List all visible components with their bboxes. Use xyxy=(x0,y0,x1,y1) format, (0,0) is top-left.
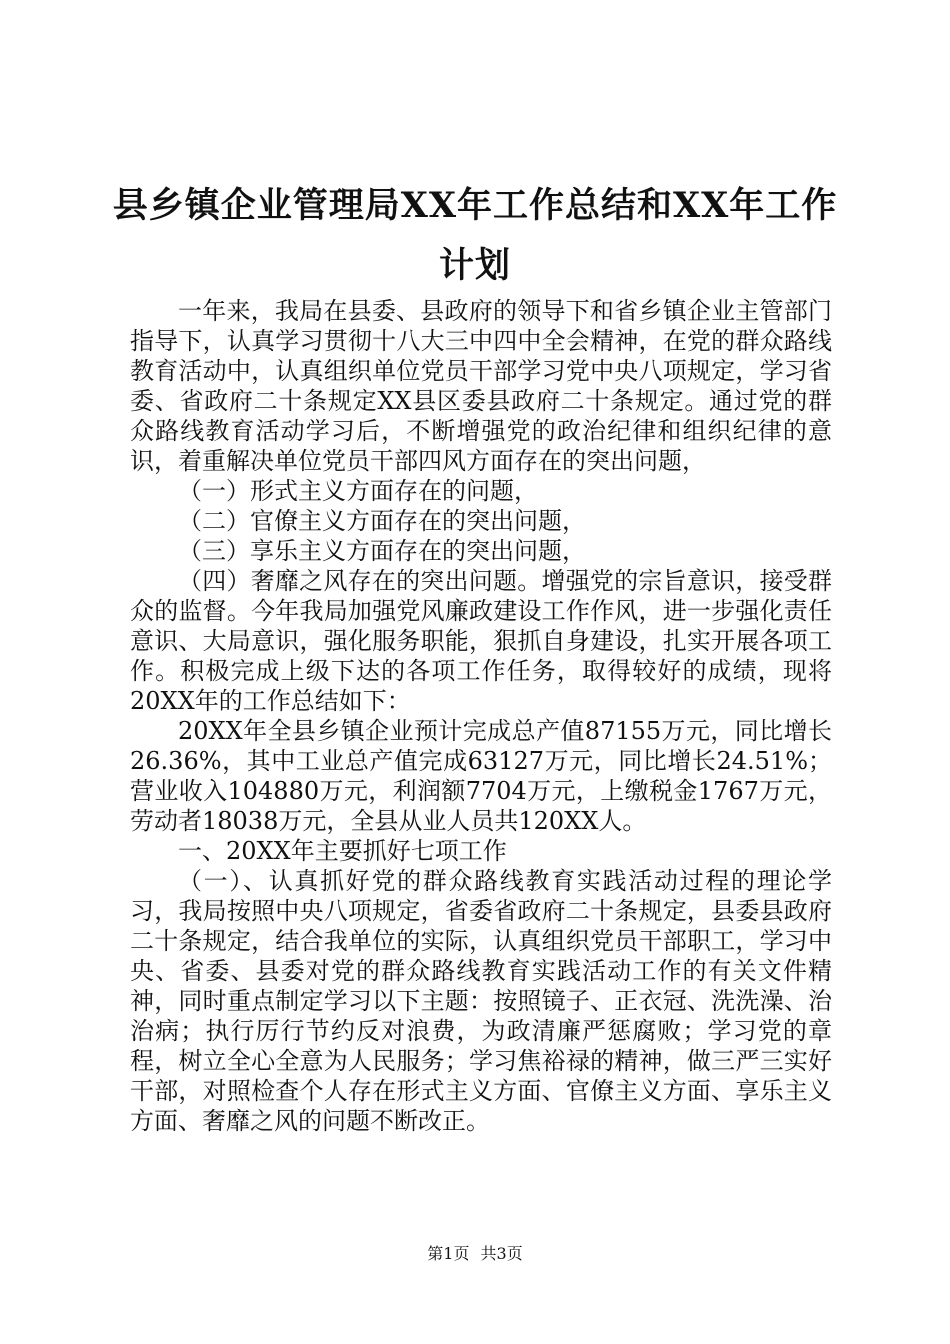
paragraph-intro: 一年来，我局在县委、县政府的领导下和省乡镇企业主管部门指导下，认真学习贯彻十八大三中四中全会精神，在党的群众路线教育活动中，认真组织单位党员干部学习党中央八项规定，学习省委、省政府二十条规定XX县区委县政府二十条规定。通过党的群众路线教育活动学习后，不断增强党的政治纪律和组织纪律的意识，着重解决单位党员干部四风方面存在的突出问题， xyxy=(130,297,832,475)
page-number: 第1页 xyxy=(427,1244,470,1263)
paragraph-item-1: （一）形式主义方面存在的问题， xyxy=(178,477,538,505)
document-title: 县乡镇企业管理局XX年工作总结和XX年工作计划 xyxy=(112,185,838,286)
document-body xyxy=(130,296,832,1136)
paragraph-item-2: （二）官僚主义方面存在的突出问题， xyxy=(178,507,586,535)
paragraph-statistics: 20XX年全县乡镇企业预计完成总产值87155万元，同比增长26.36%，其中工业总产值完成63127万元，同比增长24.51%；营业收入104880万元，利润额7704万元，上缴税金1767万元，劳动者18038万元，全县从业人员共120XX人。 xyxy=(130,717,832,835)
paragraph-item-4: （四）奢靡之风存在的突出问题。增强党的宗旨意识，接受群众的监督。今年我局加强党风廉政建设工作作风，进一步强化责任意识、大局意识，强化服务职能，狠抓自身建设，扎实开展各项工作。积极完成上级下达的各项工作任务，取得较好的成绩，现将20XX年的工作总结如下： xyxy=(130,567,832,715)
section-heading: 一、20XX年主要抓好七项工作 xyxy=(178,837,507,865)
page-total: 共3页 xyxy=(480,1244,523,1263)
paragraph-item-3: （三）享乐主义方面存在的突出问题， xyxy=(178,537,586,565)
page-footer xyxy=(0,1243,950,1265)
paragraph-section-1: （一）、认真抓好党的群众路线教育实践活动过程的理论学习，我局按照中央八项规定，省委省政府二十条规定，县委县政府二十条规定，结合我单位的实际，认真组织党员干部职工，学习中央、省委、县委对党的群众路线教育实践活动工作的有关文件精神，同时重点制定学习以下主题：按照镜子、正衣冠、洗洗澡、治治病；执行厉行节约反对浪费，为政清廉严惩腐败；学习党的章程，树立全心全意为人民服务；学习焦裕禄的精神，做三严三实好干部，对照检查个人存在形式主义方面、官僚主义方面、享乐主义方面、奢靡之风的问题不断改正。 xyxy=(130,867,832,1135)
